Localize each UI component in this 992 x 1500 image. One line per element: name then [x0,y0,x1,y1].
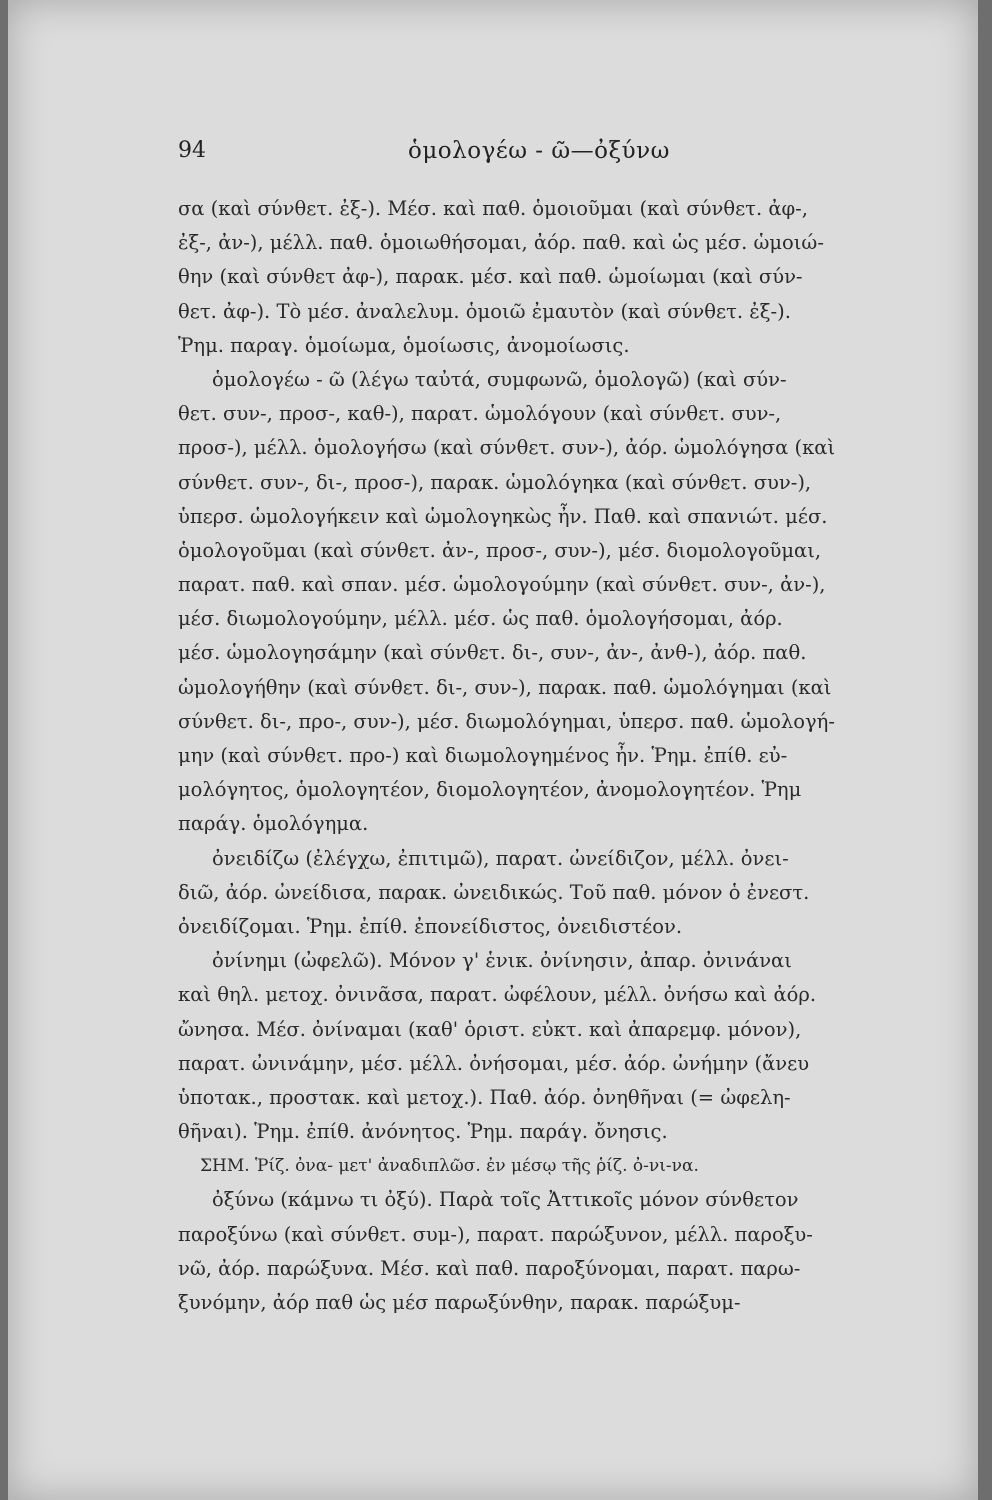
text-line: ξυνόμην, ἀόρ παθ ὡς μέσ παρωξύνθην, παρακ. παρώξυμ- [178,1291,741,1314]
entry-headline: ὀνίνημι (ὠφελῶ). Μόνον γ' ἑνικ. ὀνίνησιν, ἀπαρ. ὀνινάναι [212,949,792,973]
text-line: ὑπερσ. ὡμολογήκειν καὶ ὡμολογηκὼς ἦν. Παθ. καὶ σπανιώτ. μέσ. [178,504,828,528]
text-line: ἐξ-, ἀν-), μέλλ. παθ. ὁμοιωθήσομαι, ἀόρ. παθ. καὶ ὡς μέσ. ὡμοιώ- [178,231,824,255]
text-line: Ῥημ. παραγ. ὁμοίωμα, ὁμοίωσις, ἀνομοίωσις. [178,333,630,357]
page-number: 94 [178,138,206,163]
text-line: ὑποτακ., προστακ. καὶ μετοχ.). Παθ. ἀόρ. ὀνηθῆναι (= ὠφελη- [178,1085,791,1109]
dictionary-text [178,192,948,1320]
entry-headline: ὁμολογέω - ῶ (λέγω ταὐτά, συμφωνῶ, ὁμολογῶ) (καὶ σύν- [212,367,787,391]
text-line: μην (καὶ σύνθετ. προ-) καὶ διωμολογημένος ἦν. Ῥημ. ἐπίθ. εὐ- [178,744,788,767]
text-line: μέσ. ὡμολογησάμην (καὶ σύνθετ. δι-, συν-, ἀν-, ἀνθ-), ἀόρ. παθ. [178,641,807,665]
book-page [8,0,978,1500]
text-line: ὤνησα. Μέσ. ὀνίναμαι (καθ' ὁριστ. εὐκτ. καὶ ἀπαρεμφ. μόνον), [178,1017,802,1041]
text-line: σύνθετ. συν-, δι-, προσ-), παρακ. ὡμολόγηκα (καὶ σύνθετ. συν-), [178,470,812,494]
text-line: θῆναι). Ῥημ. ἐπίθ. ἀνόνητος. Ῥημ. παράγ. ὄνησις. [178,1120,668,1144]
entry-headline: ὀνειδίζω (ἐλέγχω, ἐπιτιμῶ), παρατ. ὠνείδιζον, μέλλ. ὀνει- [212,846,789,870]
text-line: ὁμολογοῦμαι (καὶ σύνθετ. ἀν-, προσ-, συν-), μέσ. διομολογοῦμαι, [178,538,822,562]
text-line: μέσ. διωμολογούμην, μέλλ. μέσ. ὡς παθ. ὁμολογήσομαι, ἀόρ. [178,607,783,631]
text-line: θετ. συν-, προσ-, καθ-), παρατ. ὡμολόγουν (καὶ σύνθετ. συν-, [178,402,782,426]
text-line: θην (καὶ σύνθετ ἀφ-), παρακ. μέσ. καὶ παθ. ὡμοίωμαι (καὶ σύν- [178,265,803,289]
text-line: σα (καὶ σύνθετ. ἐξ-). Μέσ. καὶ παθ. ὁμοιοῦμαι (καὶ σύνθετ. ἀφ-, [178,197,808,220]
text-line: διῶ, ἀόρ. ὠνείδισα, παρακ. ὠνειδικώς. Τοῦ παθ. μόνον ὁ ἐνεστ. [178,880,810,904]
text-line: ὀνειδίζομαι. Ῥημ. ἐπίθ. ἐπονείδιστος, ὀνειδιστέον. [178,914,683,938]
page-header [178,138,938,178]
text-line: ὡμολογήθην (καὶ σύνθετ. δι-, συν-), παρακ. παθ. ὡμολόγημαι (καὶ [178,675,832,699]
text-line: μολόγητος, ὁμολογητέον, διομολογητέον, ἀνομολογητέον. Ῥημ [178,778,802,802]
text-line: παρατ. παθ. καὶ σπαν. μέσ. ὡμολογούμην (καὶ σύνθετ. συν-, ἀν-), [178,573,826,597]
running-head: ὁμολογέω - ῶ—ὀξύνω [408,138,670,164]
text-line: παρατ. ὠνινάμην, μέσ. μέλλ. ὀνήσομαι, μέσ. ἀόρ. ὠνήμην (ἄνευ [178,1051,810,1075]
text-line: σύνθετ. δι-, προ-, συν-), μέσ. διωμολόγημαι, ὑπερσ. παθ. ὡμολογή- [178,709,835,733]
text-line: παράγ. ὁμολόγημα. [178,812,369,836]
text-line: θετ. ἀφ-). Τὸ μέσ. ἀναλελυμ. ὁμοιῶ ἐμαυτὸν (καὶ σύνθετ. ἐξ-). [178,299,791,323]
text-line: νῶ, ἀόρ. παρώξυνα. Μέσ. καὶ παθ. παροξύνομαι, παρατ. παρω- [178,1256,801,1280]
entry-headline: ὀξύνω (κάμνω τι ὀξύ). Παρὰ τοῖς Ἀττικοῖς μόνον σύνθετον [212,1188,799,1212]
note-line: ΣΗΜ. Ῥίζ. ὀνα- μετ' ἀναδιπλῶσ. ἐν μέσῳ τῆς ῥίζ. ὀ-νι-να. [200,1156,699,1177]
text-line: καὶ θηλ. μετοχ. ὀνινᾶσα, παρατ. ὠφέλουν, μέλλ. ὀνήσω καὶ ἀόρ. [178,983,817,1007]
text-line: παροξύνω (καὶ σύνθετ. συμ-), παρατ. παρώξυνον, μέλλ. παροξυ- [178,1222,813,1246]
text-line: προσ-), μέλλ. ὁμολογήσω (καὶ σύνθετ. συν-), ἀόρ. ὡμολόγησα (καὶ [178,436,836,460]
